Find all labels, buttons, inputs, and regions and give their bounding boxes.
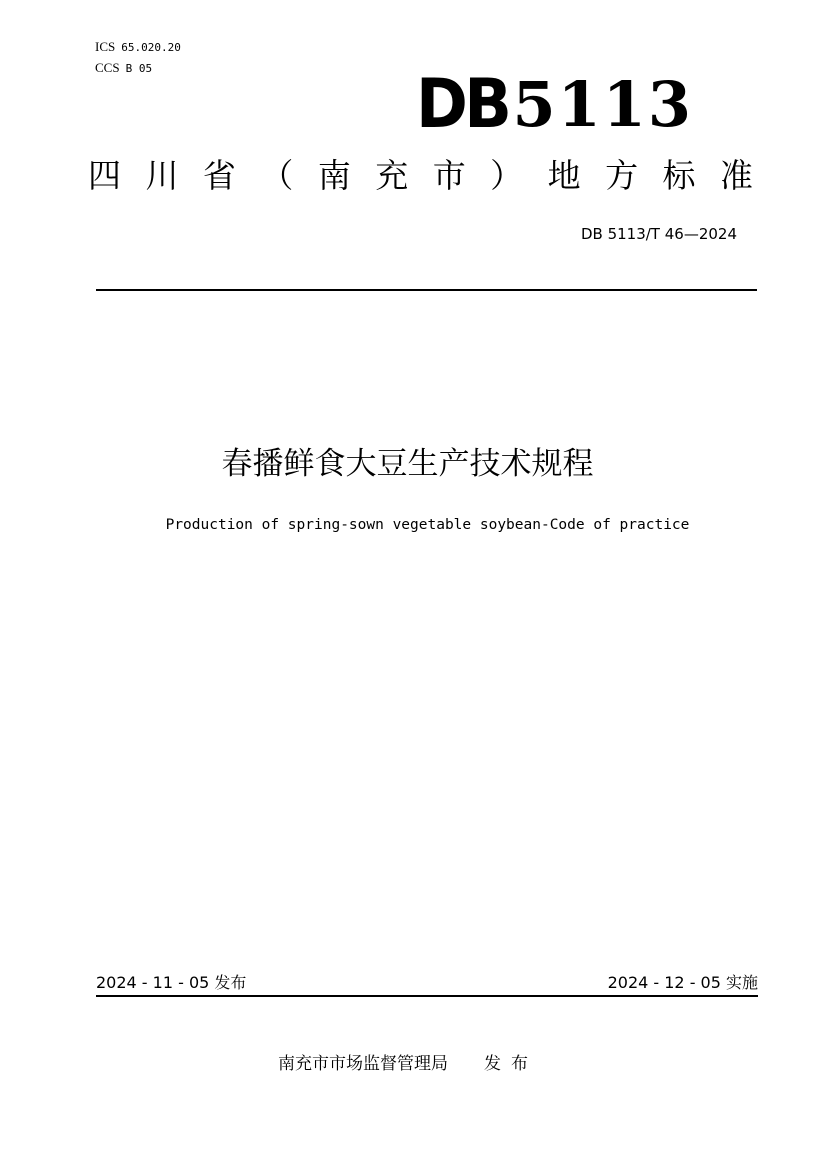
issuer-line — [278, 1053, 538, 1075]
standard-type-char: 充 — [375, 156, 409, 195]
standard-mark-letters: DB — [416, 65, 509, 144]
standard-type-char: 四 — [88, 156, 121, 195]
ics-classification — [95, 40, 181, 55]
standard-type-char: 省 — [202, 156, 236, 195]
issuer-action: 发布 — [484, 1054, 538, 1074]
standard-mark — [408, 65, 693, 144]
standard-type-char: ） — [490, 156, 524, 195]
standard-type-char: 方 — [605, 156, 639, 195]
ccs-label: CCS — [95, 60, 120, 75]
standard-type-char: 市 — [432, 156, 466, 195]
implementation-date: 2024 - 12 - 05 实施 — [607, 973, 758, 992]
document-title-english: Production of spring-sown vegetable soybean-Code of practice — [165, 517, 690, 533]
ccs-classification — [95, 61, 152, 76]
issuer-name: 南充市市场监督管理局 — [278, 1054, 448, 1074]
standard-mark-number: 5113 — [512, 68, 693, 141]
top-divider — [96, 289, 757, 291]
standard-type-heading — [88, 156, 753, 196]
standard-type-char: 标 — [662, 156, 696, 195]
standard-type-char: 南 — [317, 156, 351, 195]
issue-date: 2024 - 11 - 05 发布 — [96, 973, 247, 992]
standard-type-char: （ — [260, 156, 294, 195]
bottom-divider — [96, 995, 758, 997]
standard-type-char: 川 — [145, 156, 179, 195]
ccs-value: B 05 — [125, 62, 153, 75]
ics-label: ICS — [95, 39, 116, 54]
ics-value: 65.020.20 — [121, 41, 181, 54]
standard-type-char: 地 — [547, 156, 581, 195]
standard-type-char: 准 — [719, 156, 753, 195]
standard-code: DB 5113/T 46—2024 — [580, 225, 737, 243]
document-title-chinese: 春播鲜食大豆生产技术规程 — [221, 446, 594, 482]
